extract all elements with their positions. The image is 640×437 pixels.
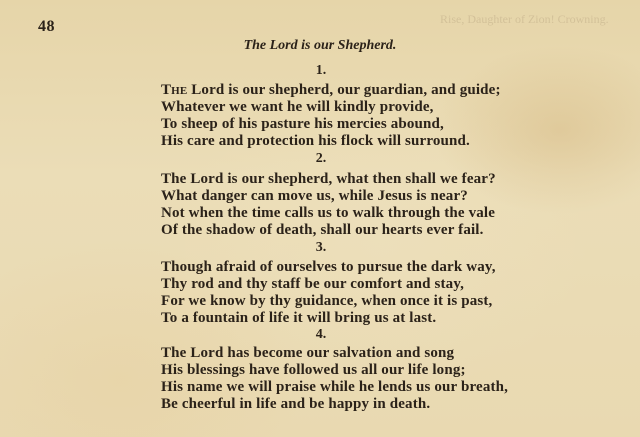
verse-line-text: Lord is our shepherd, our guardian, and guide; bbox=[187, 82, 501, 98]
bleed-through-text: Rise, Daughter of Zion! Crowning. bbox=[440, 12, 609, 26]
verse-line: What danger can move us, while Jesus is near? bbox=[161, 188, 468, 204]
smallcaps-first-word: The bbox=[161, 82, 188, 98]
verse-line: To a fountain of life it will bring us at last. bbox=[161, 310, 437, 326]
stanza-number: 3. bbox=[315, 240, 327, 255]
verse-line: Though afraid of ourselves to pursue the dark way, bbox=[161, 259, 496, 275]
verse-line: The Lord has become our salvation and song bbox=[161, 345, 455, 361]
verse-line bbox=[161, 82, 501, 99]
verse-line: For we know by thy guidance, when once it is past, bbox=[161, 293, 493, 309]
verse-line: Whatever we want he will kindly provide, bbox=[161, 99, 434, 115]
verse-line: Be cheerful in life and be happy in death. bbox=[161, 396, 431, 412]
page-number: 48 bbox=[38, 18, 55, 35]
stanza-number: 4. bbox=[315, 327, 327, 342]
verse-line: Thy rod and thy staff be our comfort and stay, bbox=[161, 276, 465, 292]
verse-line: To sheep of his pasture his mercies abound, bbox=[161, 116, 444, 132]
verse-line: His name we will praise while he lends us our breath, bbox=[161, 379, 509, 395]
verse-line: Of the shadow of death, shall our hearts ever fail. bbox=[161, 222, 484, 238]
stanza-number: 2. bbox=[315, 151, 327, 166]
verse-line: His blessings have followed us all our life long; bbox=[161, 362, 466, 378]
verse-line: Not when the time calls us to walk through the vale bbox=[161, 205, 496, 221]
stanza-number: 1. bbox=[315, 63, 327, 78]
verse-line: His care and protection his flock will surround. bbox=[161, 133, 470, 149]
hymn-title: The Lord is our Shepherd. bbox=[243, 38, 397, 53]
verse-line: The Lord is our shepherd, what then shall we fear? bbox=[161, 171, 496, 187]
